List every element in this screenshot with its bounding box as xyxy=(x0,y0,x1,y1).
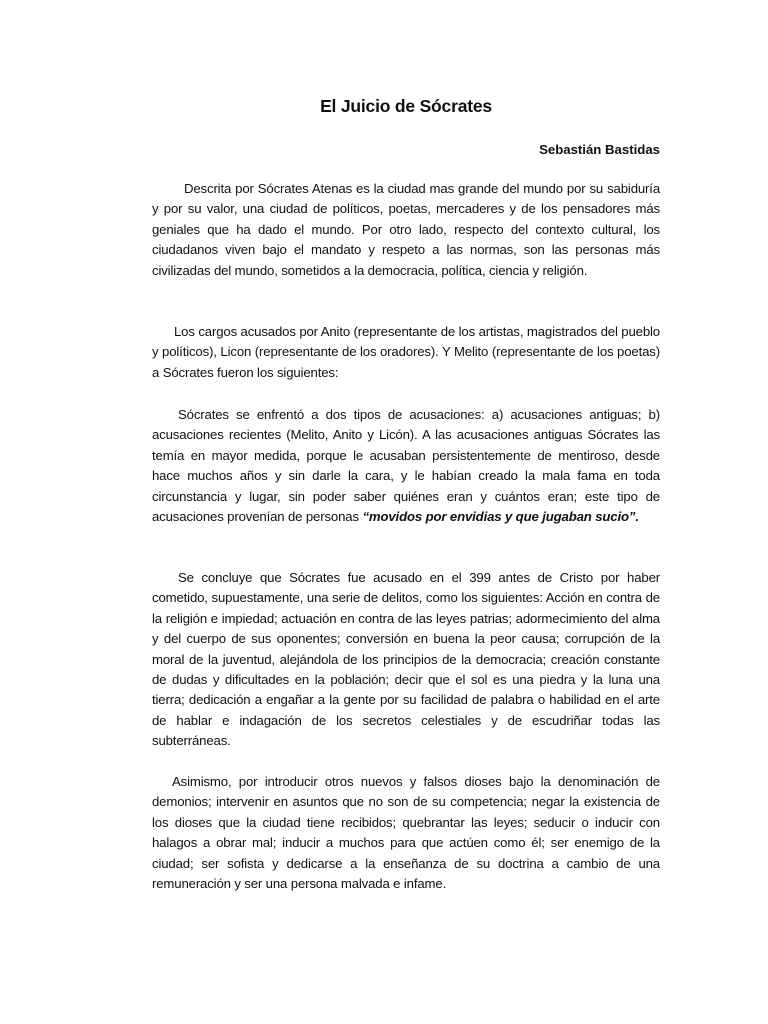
paragraph-3-text: Sócrates se enfrentó a dos tipos de acusaciones: a) acusaciones antiguas; b) acusaciones recientes (Melito, Anito y Licón). A las acusaciones antiguas Sócrates las temía en mayor medida, porque le acusaban persistentemente de mentiroso, desde hace muchos años y sin darle la cara, y le habían creado la mala fama en toda circunstancia y lugar, sin poder saber quiénes eran y cuántos eran; este tipo de acusaciones provenían de personas xyxy=(152,407,660,525)
document-title: El Juicio de Sócrates xyxy=(320,96,492,116)
paragraph-2: Los cargos acusados por Anito (representante de los artistas, magistrados del pueblo y políticos), Licon (representante de los oradores). Y Melito (representante de los poetas) a Sócrates fueron los siguientes: xyxy=(152,324,660,380)
paragraph-5: Asimismo, por introducir otros nuevos y falsos dioses bajo la denominación de demonios; intervenir en asuntos que no son de su competencia; negar la existencia de los dioses que la ciudad tiene recibidos; quebrantar las leyes; seducir o inducir con halagos a obrar mal; inducir a muchos para que actúen como él; ser enemigo de la ciudad; ser sofista y dedicarse a la enseñanza de su doctrina a cambio de una remuneración y ser una persona malvada e infame. xyxy=(152,774,660,892)
paragraph-1: Descrita por Sócrates Atenas es la ciudad mas grande del mundo por su sabiduría y por su valor, una ciudad de políticos, poetas, mercaderes y de los pensadores más geniales que ha dado el mundo. Por otro lado, respecto del contexto cultural, los ciudadanos viven bajo el mandato y respeto a las normas, son las personas más civilizadas del mundo, sometidos a la democracia, política, ciencia y religión. xyxy=(152,181,660,278)
paragraph-3-emphasis: “movidos por envidias y que jugaban sucio”. xyxy=(362,509,639,525)
document-author: Sebastián Bastidas xyxy=(539,142,660,157)
document-page xyxy=(152,0,660,1024)
paragraph-4: Se concluye que Sócrates fue acusado en el 399 antes de Cristo por haber cometido, supuestamente, una serie de delitos, como los siguientes: Acción en contra de la religión e impiedad; actuación en contra de las leyes patrias; adormecimiento del alma y del cuerpo de sus oponentes; conversión en buena la peor causa; corrupción de la moral de la juventud, alejándola de los principios de la democracia; creación constante de dudas y dificultades en la población; decir que el sol es una piedra y la luna una tierra; dedicación a engañar a la gente por su facilidad de palabra o habilidad en el arte de hablar e indagación de los secretos celestiales y de escudriñar todas las subterráneas. xyxy=(152,570,660,749)
paragraph-3 xyxy=(152,405,660,527)
